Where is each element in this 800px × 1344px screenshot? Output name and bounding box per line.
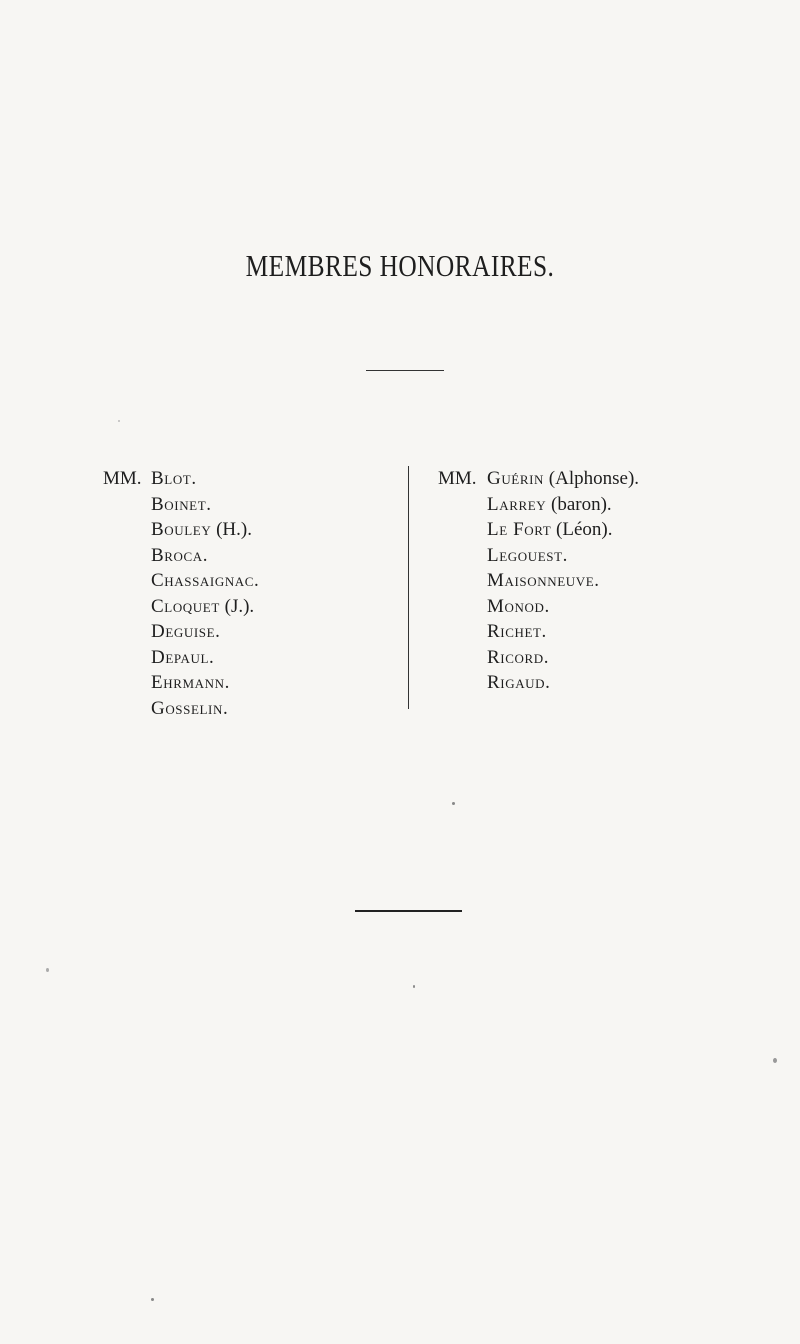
member-name: Boinet. bbox=[151, 493, 212, 515]
member-entry bbox=[151, 517, 259, 543]
member-name: Ricord. bbox=[487, 646, 550, 668]
page-title: MEMBRES HONORAIRES. bbox=[245, 248, 555, 283]
paper-speck bbox=[151, 1298, 154, 1301]
member-name: Bouley bbox=[151, 519, 212, 540]
member-entry bbox=[487, 594, 639, 620]
member-note: (Léon). bbox=[556, 519, 613, 540]
member-entry bbox=[487, 492, 639, 518]
member-name: Chassaignac. bbox=[151, 570, 260, 591]
member-name: Gosselin. bbox=[151, 697, 229, 719]
member-name: Broca. bbox=[151, 544, 209, 566]
member-note: (J.). bbox=[224, 595, 255, 617]
paper-speck bbox=[46, 968, 49, 972]
member-entry bbox=[487, 517, 639, 543]
member-entry bbox=[151, 696, 259, 722]
member-name: Guérin bbox=[487, 468, 545, 489]
paper-speck bbox=[773, 1058, 777, 1063]
member-name: Cloquet bbox=[151, 595, 220, 617]
paper-speck bbox=[452, 802, 455, 805]
paper-speck bbox=[413, 985, 415, 988]
member-name: Richet. bbox=[487, 621, 547, 642]
member-name: Deguise. bbox=[151, 621, 221, 642]
member-entry bbox=[151, 645, 259, 671]
member-name: Monod. bbox=[487, 595, 550, 617]
member-name: Legouest. bbox=[487, 544, 568, 566]
right-column-prefix: MM. bbox=[438, 468, 477, 489]
member-entry bbox=[151, 543, 259, 569]
member-entry bbox=[487, 670, 639, 696]
member-name: Rigaud. bbox=[487, 672, 551, 693]
member-entry bbox=[151, 670, 259, 696]
member-name: Le Fort bbox=[487, 519, 552, 540]
member-name: Ehrmann. bbox=[151, 672, 230, 693]
member-entry bbox=[487, 466, 639, 492]
member-name: Depaul. bbox=[151, 646, 215, 668]
member-note: (H.). bbox=[216, 519, 252, 540]
member-name: Larrey bbox=[487, 493, 547, 515]
column-divider bbox=[408, 466, 409, 709]
left-member-list bbox=[151, 466, 259, 721]
member-note: (baron). bbox=[551, 493, 612, 515]
member-entry bbox=[151, 568, 259, 594]
member-entry bbox=[151, 594, 259, 620]
member-entry bbox=[487, 568, 639, 594]
member-note: (Alphonse). bbox=[548, 468, 640, 489]
member-entry bbox=[151, 619, 259, 645]
right-member-list bbox=[487, 466, 639, 696]
member-name: Blot. bbox=[151, 468, 197, 489]
member-entry bbox=[487, 645, 639, 671]
member-entry bbox=[151, 466, 259, 492]
bottom-divider-rule bbox=[355, 910, 462, 912]
left-column-prefix: MM. bbox=[103, 468, 142, 489]
paper-speck bbox=[118, 420, 120, 422]
member-entry bbox=[487, 543, 639, 569]
member-name: Maisonneuve. bbox=[487, 570, 600, 591]
top-divider-rule bbox=[366, 370, 444, 371]
member-entry bbox=[151, 492, 259, 518]
member-entry bbox=[487, 619, 639, 645]
